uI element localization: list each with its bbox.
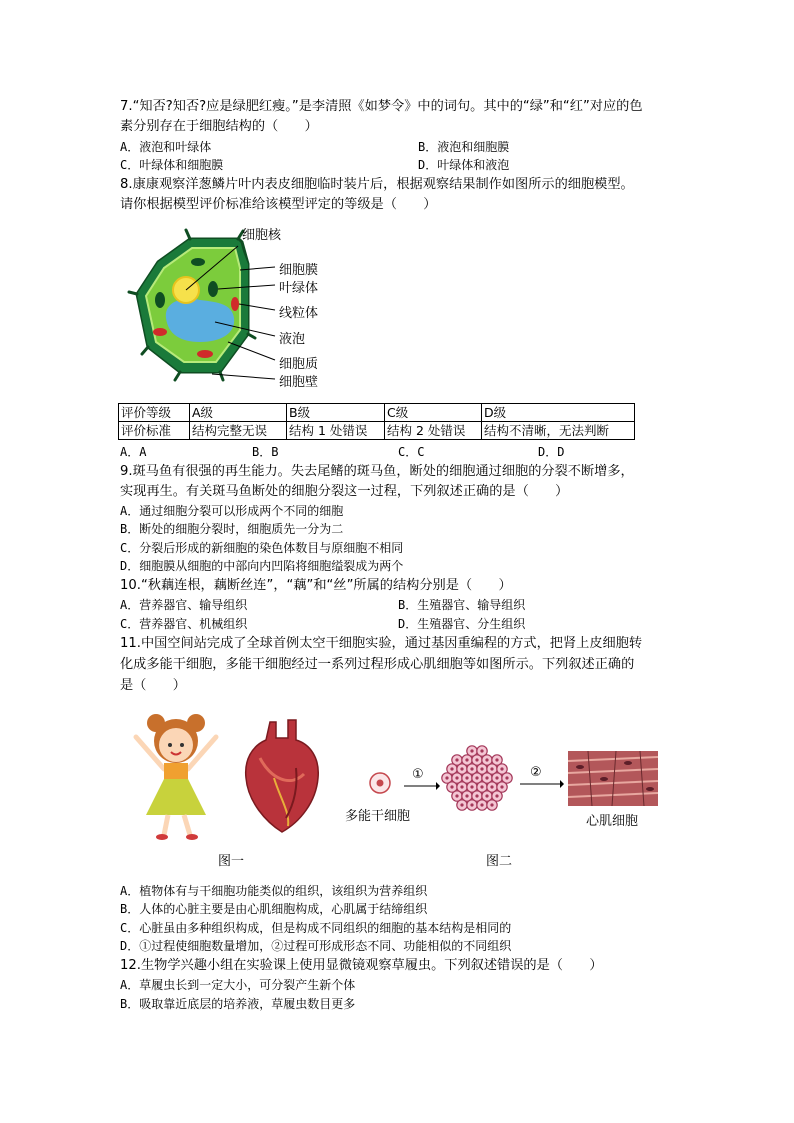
q11-option-d: D．①过程使细胞数量增加，②过程可形成形态不同、功能相似的不同组织 <box>120 939 512 953</box>
table-cell: 结构完整无误 <box>190 422 287 440</box>
q11-stem-line2: 化成多能干细胞，多能干细胞经过一系列过程形成心肌细胞等如图所示。下列叙述正确的 <box>120 657 635 672</box>
arrow-2-icon <box>520 778 564 790</box>
q11-option-b: B．人体的心脏主要是由心肌细胞构成，心肌属于结缔组织 <box>120 902 428 916</box>
table-cell: 结构不清晰，无法判断 <box>482 422 635 440</box>
stem-cell-label: 多能干细胞 <box>345 809 411 824</box>
q8-option-b: B．B <box>252 445 279 459</box>
girl-illustration <box>128 707 224 842</box>
figure-1-caption: 图一 <box>218 854 245 869</box>
q7-option-a: A．液泡和叶绿体 <box>120 140 212 154</box>
label-cytoplasm: 细胞质 <box>279 357 319 372</box>
label-chloroplast: 叶绿体 <box>279 281 319 296</box>
q10-stem: 10.“秋藕连根，藕断丝连”，“藕”和“丝”所属的结构分别是（ ） <box>120 578 512 593</box>
chloroplast-shape <box>208 281 218 297</box>
arrow-1-icon <box>404 780 440 792</box>
q9-option-c: C．分裂后形成的新细胞的染色体数目与原细胞不相同 <box>120 541 404 555</box>
q7-option-b: B．液泡和细胞膜 <box>418 140 510 154</box>
vacuole-shape <box>166 299 234 342</box>
q10-option-c: C．营养器官、机械组织 <box>120 617 248 631</box>
heart-illustration <box>240 718 325 836</box>
q12-option-b: B．吸取靠近底层的培养液，草履虫数目更多 <box>120 997 356 1011</box>
stem-cell-icon <box>368 771 392 795</box>
q7-option-d: D．叶绿体和液泡 <box>418 158 510 172</box>
q11-stem-line1: 11.中国空间站完成了全球首例太空干细胞实验，通过基因重编程的方式，把肾上皮细胞转 <box>120 636 643 651</box>
mitochondria-shape <box>231 297 239 311</box>
table-cell: 结构 1 处错误 <box>287 422 385 440</box>
q8-stem-line1: 8.康康观察洋葱鳞片叶内表皮细胞临时装片后，根据观察结果制作如图所示的细胞模型。 <box>120 177 634 192</box>
q9-stem-line2: 实现再生。有关斑马鱼断处的细胞分裂这一过程，下列叙述正确的是（ ） <box>120 484 569 499</box>
cell-cluster-icon <box>438 745 514 817</box>
q9-option-b: B．断处的细胞分裂时，细胞质先一分为二 <box>120 522 344 536</box>
evaluation-table <box>118 403 635 440</box>
q8-stem-line2: 请你根据模型评价标准给该模型评定的等级是（ ） <box>120 197 437 212</box>
q11-option-c: C．心脏虽由多种组织构成，但是构成不同组织的细胞的基本结构是相同的 <box>120 921 512 935</box>
q12-option-a: A．草履虫长到一定大小，可分裂产生新个体 <box>120 978 356 992</box>
q10-option-b: B．生殖器官、输导组织 <box>398 598 526 612</box>
q11-option-a: A．植物体有与干细胞功能类似的组织，该组织为营养组织 <box>120 884 428 898</box>
label-nucleus: 细胞核 <box>242 228 282 243</box>
q8-option-d: D．D <box>538 445 565 459</box>
label-vacuole: 液泡 <box>279 332 306 347</box>
q12-stem: 12.生物学兴趣小组在实验课上使用显微镜观察草履虫。下列叙述错误的是（ ） <box>120 958 603 973</box>
label-cell-membrane: 细胞膜 <box>279 263 319 278</box>
q7-stem-line2: 素分别存在于细胞结构的（ ） <box>120 119 318 134</box>
table-cell: 结构 2 处错误 <box>385 422 482 440</box>
q10-option-a: A．营养器官、输导组织 <box>120 598 248 612</box>
cardiomyocyte-label: 心肌细胞 <box>586 814 639 829</box>
q7-option-c: C．叶绿体和细胞膜 <box>120 158 224 172</box>
q9-option-d: D．细胞膜从细胞的中部向内凹陷将细胞缢裂成为两个 <box>120 559 404 573</box>
label-mitochondria: 线粒体 <box>279 306 319 321</box>
label-cell-wall: 细胞壁 <box>279 375 319 390</box>
table-cell: 评价标准 <box>119 422 190 440</box>
table-cell: D级 <box>482 404 635 422</box>
table-row <box>119 422 635 440</box>
q10-option-d: D．生殖器官、分生组织 <box>398 617 526 631</box>
q11-stem-line3: 是（ ） <box>120 678 186 693</box>
table-cell: A级 <box>190 404 287 422</box>
q9-option-a: A．通过细胞分裂可以形成两个不同的细胞 <box>120 504 344 518</box>
step-2-label: ② <box>530 765 542 780</box>
figure-2-caption: 图二 <box>486 854 513 869</box>
step-1-label: ① <box>412 767 424 782</box>
q9-stem-line1: 9.斑马鱼有很强的再生能力。失去尾鳍的斑马鱼，断处的细胞通过细胞的分裂不断增多， <box>120 464 634 479</box>
table-row <box>119 404 635 422</box>
table-cell: C级 <box>385 404 482 422</box>
q8-option-c: C．C <box>398 445 425 459</box>
table-cell: 评价等级 <box>119 404 190 422</box>
table-cell: B级 <box>287 404 385 422</box>
cardiomyocyte-image <box>568 751 658 806</box>
q8-option-a: A．A <box>120 445 147 459</box>
q7-stem-line1: 7.“知否?知否?应是绿肥红瘦。”是李清照《如梦令》中的词句。其中的“绿”和“红”对应的色 <box>120 99 643 114</box>
